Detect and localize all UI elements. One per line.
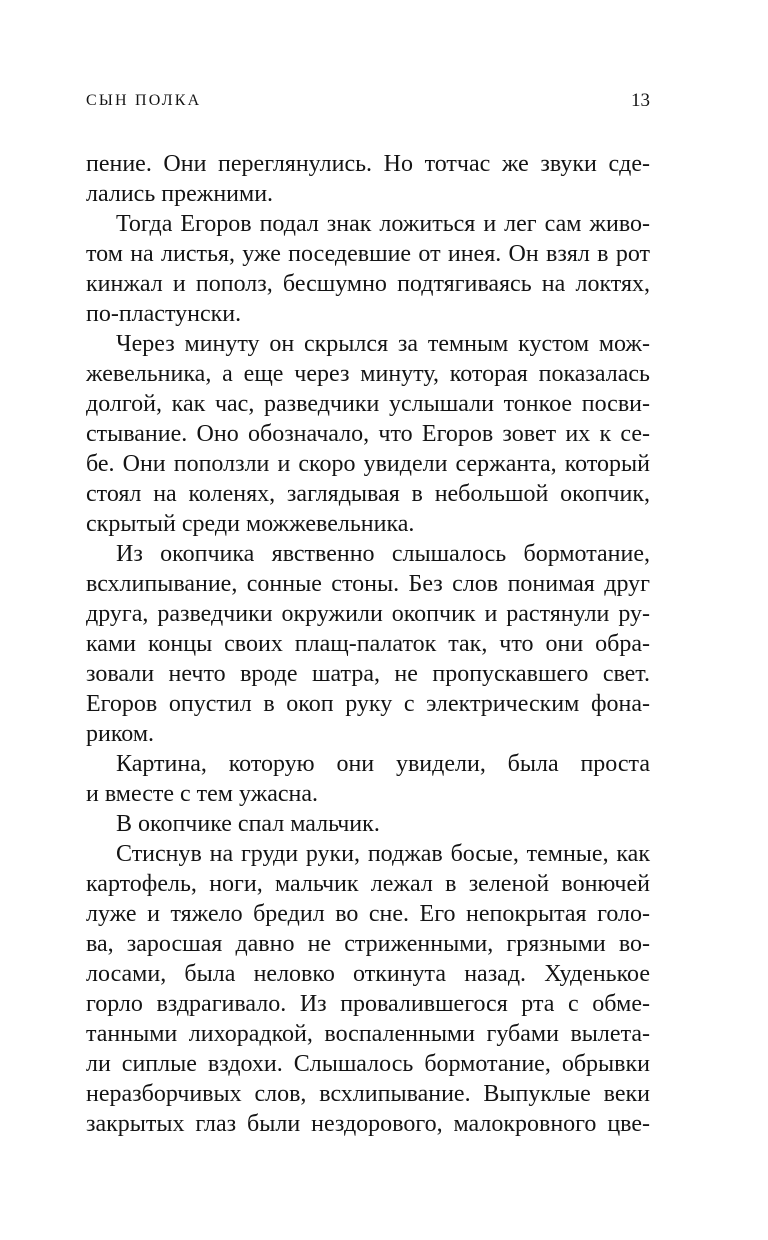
text-line: лосами, была неловко откинута назад. Худенькое <box>86 961 650 987</box>
text-line: кинжал и пополз, бесшумно подтягиваясь на локтях, <box>86 271 650 297</box>
text-line: танными лихорадкой, воспаленными губами вылета- <box>86 1021 650 1047</box>
text-line: бе. Они поползли и скоро увидели сержанта, который <box>86 451 650 477</box>
paragraph <box>86 209 650 329</box>
text-line: всхлипывание, сонные стоны. Без слов понимая друг <box>86 571 650 597</box>
text-line: В окопчике спал мальчик. <box>116 811 380 837</box>
text-line: друга, разведчики окружили окопчик и растянули ру- <box>86 601 650 627</box>
text-line: зовали нечто вроде шатра, не пропускавшего свет. <box>86 661 650 687</box>
paragraph <box>86 149 650 209</box>
text-line: ли сиплые вздохи. Слышалось бормотание, обрывки <box>86 1051 650 1077</box>
running-title: СЫН ПОЛКА <box>86 92 202 109</box>
text-line: Егоров опустил в окоп руку с электрическим фона- <box>86 691 650 717</box>
text-line: долгой, как час, разведчики услышали тонкое посви- <box>86 391 650 417</box>
text-line: горло вздрагивало. Из провалившегося рта с обме- <box>86 991 650 1017</box>
page-number: 13 <box>631 90 650 111</box>
text-line: закрытых глаз были нездорового, малокровного цве- <box>86 1111 650 1137</box>
text-line: Из окопчика явственно слышалось бормотание, <box>116 541 650 567</box>
text-line: Тогда Егоров подал знак ложиться и лег сам живо- <box>116 211 650 237</box>
text-line: стоял на коленях, заглядывая в небольшой окопчик, <box>86 481 650 507</box>
text-line: скрытый среди можжевельника. <box>86 511 415 537</box>
text-line: лались прежними. <box>86 181 274 207</box>
text-line: и вместе с тем ужасна. <box>86 781 319 807</box>
text-line: риком. <box>86 721 155 747</box>
paragraph <box>86 329 650 539</box>
text-line: Через минуту он скрылся за темным кустом мож- <box>116 331 650 357</box>
text-line: Стиснув на груди руки, поджав босые, темные, как <box>116 841 650 867</box>
paragraph <box>86 839 650 1139</box>
text-line: стывание. Оно обозначало, что Егоров зовет их к се- <box>86 421 650 447</box>
text-line: пение. Они переглянулись. Но тотчас же звуки сде- <box>86 151 650 177</box>
text-line: том на листья, уже поседевшие от инея. Он взял в рот <box>86 241 650 267</box>
text-line: по-пластунски. <box>86 301 242 327</box>
text-line: ва, заросшая давно не стриженными, грязными во- <box>86 931 650 957</box>
text-line: Картина, которую они увидели, была проста <box>116 751 650 777</box>
text-line: луже и тяжело бредил во сне. Его непокрытая голо- <box>86 901 650 927</box>
paragraph <box>86 749 650 809</box>
text-line: неразборчивых слов, всхлипывание. Выпуклые веки <box>86 1081 650 1107</box>
text-line: ками концы своих плащ-палаток так, что они обра- <box>86 631 650 657</box>
body-text <box>86 149 650 1139</box>
text-line: жевельника, а еще через минуту, которая показалась <box>86 361 650 387</box>
text-line: картофель, ноги, мальчик лежал в зеленой вонючей <box>86 871 650 897</box>
paragraph <box>86 809 650 839</box>
paragraph <box>86 539 650 749</box>
